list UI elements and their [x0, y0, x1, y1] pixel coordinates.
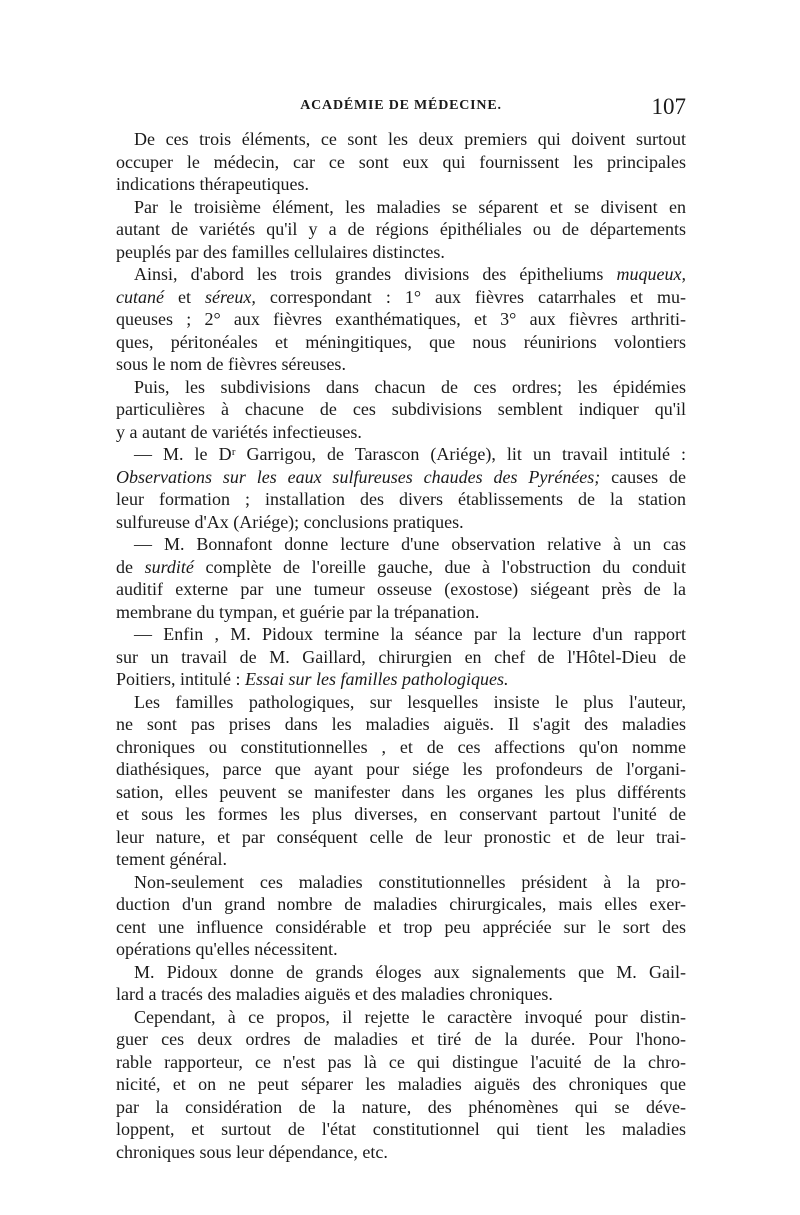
text-segment: et [163, 286, 206, 307]
text-line [116, 353, 686, 376]
text-line [116, 466, 686, 489]
text-segment: lard a tracés des maladies aiguës et des maladies chroniques. [116, 984, 553, 1004]
text-line [116, 1006, 686, 1029]
italic-text: séreux, [205, 286, 256, 307]
text-line [116, 196, 686, 219]
text-segment: — M. le Dʳ Garrigou, de Tarascon (Ariége), lit un travail intitulé : [134, 444, 686, 464]
text-segment: peuplés par des familles cellulaires distinctes. [116, 241, 445, 262]
text-line [116, 128, 686, 151]
text-line [116, 646, 686, 669]
text-segment: nicité, et on ne peut séparer les maladies aiguës des chroniques que [116, 1074, 686, 1094]
text-segment: y a autant de variétés infectieuses. [116, 421, 362, 442]
text-line [116, 961, 686, 984]
text-line [116, 398, 686, 421]
text-line [116, 601, 686, 624]
text-line [116, 781, 686, 804]
text-line [116, 1028, 686, 1051]
text-segment: queuses ; 2° aux fièvres exanthématiques, et 3° aux fièvres arthriti- [116, 309, 686, 329]
text-line [116, 893, 686, 916]
text-segment: Non-seulement ces maladies constitutionnelles président à la pro- [134, 871, 686, 892]
text-segment: sous le nom de fièvres séreuses. [116, 354, 346, 374]
text-line [116, 803, 686, 826]
italic-text: muqueux, [616, 264, 686, 284]
text-segment: sur un travail de M. Gaillard, chirurgien en chef de l'Hôtel-Dieu de [116, 646, 686, 667]
text-line [116, 263, 686, 286]
text-segment: de [116, 556, 145, 577]
text-segment: opérations qu'elles nécessitent. [116, 939, 338, 959]
text-line [116, 713, 686, 736]
text-line [116, 871, 686, 894]
text-line [116, 578, 686, 601]
text-segment: correspondant : 1° aux fièvres catarrhales et mu- [255, 286, 686, 307]
running-title: ACADÉMIE DE MÉDECINE. [300, 98, 502, 113]
text-segment: duction d'un grand nombre de maladies chirurgicales, mais elles exer- [116, 894, 686, 914]
text-segment: ne sont pas prises dans les maladies aiguës. Il s'agit des maladies [116, 714, 686, 734]
italic-text: Observations sur les eaux sulfureuses chaudes des Pyrénées; [116, 466, 601, 487]
text-line [116, 331, 686, 354]
text-segment: occuper le médecin, car ce sont eux qui fournissent les principales [116, 151, 686, 172]
text-line [116, 983, 686, 1006]
text-line [116, 916, 686, 939]
text-line [116, 1096, 686, 1119]
text-line [116, 218, 686, 241]
text-line [116, 556, 686, 579]
text-segment: ques, péritonéales et méningitiques, que nous réunirions volontiers [116, 331, 686, 352]
text-segment: par la considération de la nature, des phénomènes qui se déve- [116, 1096, 686, 1117]
text-line [116, 848, 686, 871]
text-segment: sation, elles peuvent se manifester dans les organes les plus différents [116, 781, 686, 802]
text-line [116, 533, 686, 556]
text-segment: — Enfin , M. Pidoux termine la séance par la lecture d'un rapport [134, 624, 686, 644]
text-line [116, 826, 686, 849]
text-segment: complète de l'oreille gauche, due à l'obstruction du conduit [193, 556, 686, 577]
italic-text: cutané [116, 286, 164, 307]
text-segment: Poitiers, intitulé : [116, 669, 245, 689]
text-segment: autant de variétés qu'il y a de régions épithéliales ou de départements [116, 219, 686, 239]
text-segment: auditif externe par une tumeur osseuse (exostose) siégeant près de la [116, 579, 686, 599]
text-segment: leur formation ; installation des divers établissements de la station [116, 489, 686, 509]
text-line [116, 308, 686, 331]
text-segment: diathésiques, parce que ayant pour siége les profondeurs de l'organi- [116, 759, 686, 779]
text-segment: chroniques sous leur dépendance, etc. [116, 1141, 388, 1162]
text-line [116, 1051, 686, 1074]
text-segment: loppent, et surtout de l'état constitutionnel qui tient les maladies [116, 1119, 686, 1139]
text-line [116, 1118, 686, 1141]
text-segment: guer ces deux ordres de maladies et tiré de la durée. Pour l'hono- [116, 1029, 686, 1049]
text-line [116, 241, 686, 264]
text-segment: leur nature, et par conséquent celle de leur pronostic et de leur trai- [116, 826, 686, 847]
text-segment: De ces trois éléments, ce sont les deux premiers qui doivent surtout [134, 129, 686, 149]
text-line [116, 173, 686, 196]
text-line [116, 511, 686, 534]
text-line [116, 1073, 686, 1096]
text-segment: sulfureuse d'Ax (Ariége); conclusions pratiques. [116, 511, 464, 532]
page-number: 107 [651, 94, 686, 119]
text-line [116, 488, 686, 511]
italic-text: Essai sur les familles pathologiques. [245, 669, 509, 689]
text-segment: M. Pidoux donne de grands éloges aux signalements que M. Gail- [134, 961, 686, 982]
text-segment: Cependant, à ce propos, il rejette le caractère invoqué pour distin- [134, 1006, 686, 1027]
text-line [116, 376, 686, 399]
text-segment: Ainsi, d'abord les trois grandes divisions des épitheliums [134, 264, 617, 284]
text-segment: chroniques ou constitutionnelles , et de ces affections qu'on nomme [116, 736, 686, 757]
text-segment: rable rapporteur, ce n'est pas là ce qui distingue l'acuité de la chro- [116, 1051, 686, 1072]
text-line [116, 691, 686, 714]
text-line [116, 758, 686, 781]
text-segment: tement général. [116, 849, 227, 869]
text-segment: particulières à chacune de ces subdivisions semblent indiquer qu'il [116, 399, 686, 419]
text-segment: causes de [600, 466, 686, 487]
text-segment: Par le troisième élément, les maladies se séparent et se divisent en [134, 196, 686, 217]
text-line [116, 1141, 686, 1164]
text-segment: indications thérapeutiques. [116, 174, 309, 194]
text-line [116, 623, 686, 646]
text-segment: Puis, les subdivisions dans chacun de ces ordres; les épidémies [134, 376, 686, 397]
text-line [116, 421, 686, 444]
text-line [116, 151, 686, 174]
text-line [116, 736, 686, 759]
body-text [116, 128, 686, 1163]
text-segment: et sous les formes les plus diverses, en conservant partout l'unité de [116, 804, 686, 824]
text-segment: — M. Bonnafont donne lecture d'une observation relative à un cas [134, 534, 686, 554]
text-line [116, 938, 686, 961]
text-segment: cent une influence considérable et trop peu appréciée sur le sort des [116, 916, 686, 937]
text-segment: Les familles pathologiques, sur lesquelles insiste le plus l'auteur, [134, 691, 686, 712]
italic-text: surdité [144, 556, 194, 577]
text-line [116, 286, 686, 309]
text-segment: membrane du tympan, et guérie par la trépanation. [116, 601, 480, 622]
text-line [116, 443, 686, 466]
text-line [116, 668, 686, 691]
running-head [116, 94, 686, 122]
